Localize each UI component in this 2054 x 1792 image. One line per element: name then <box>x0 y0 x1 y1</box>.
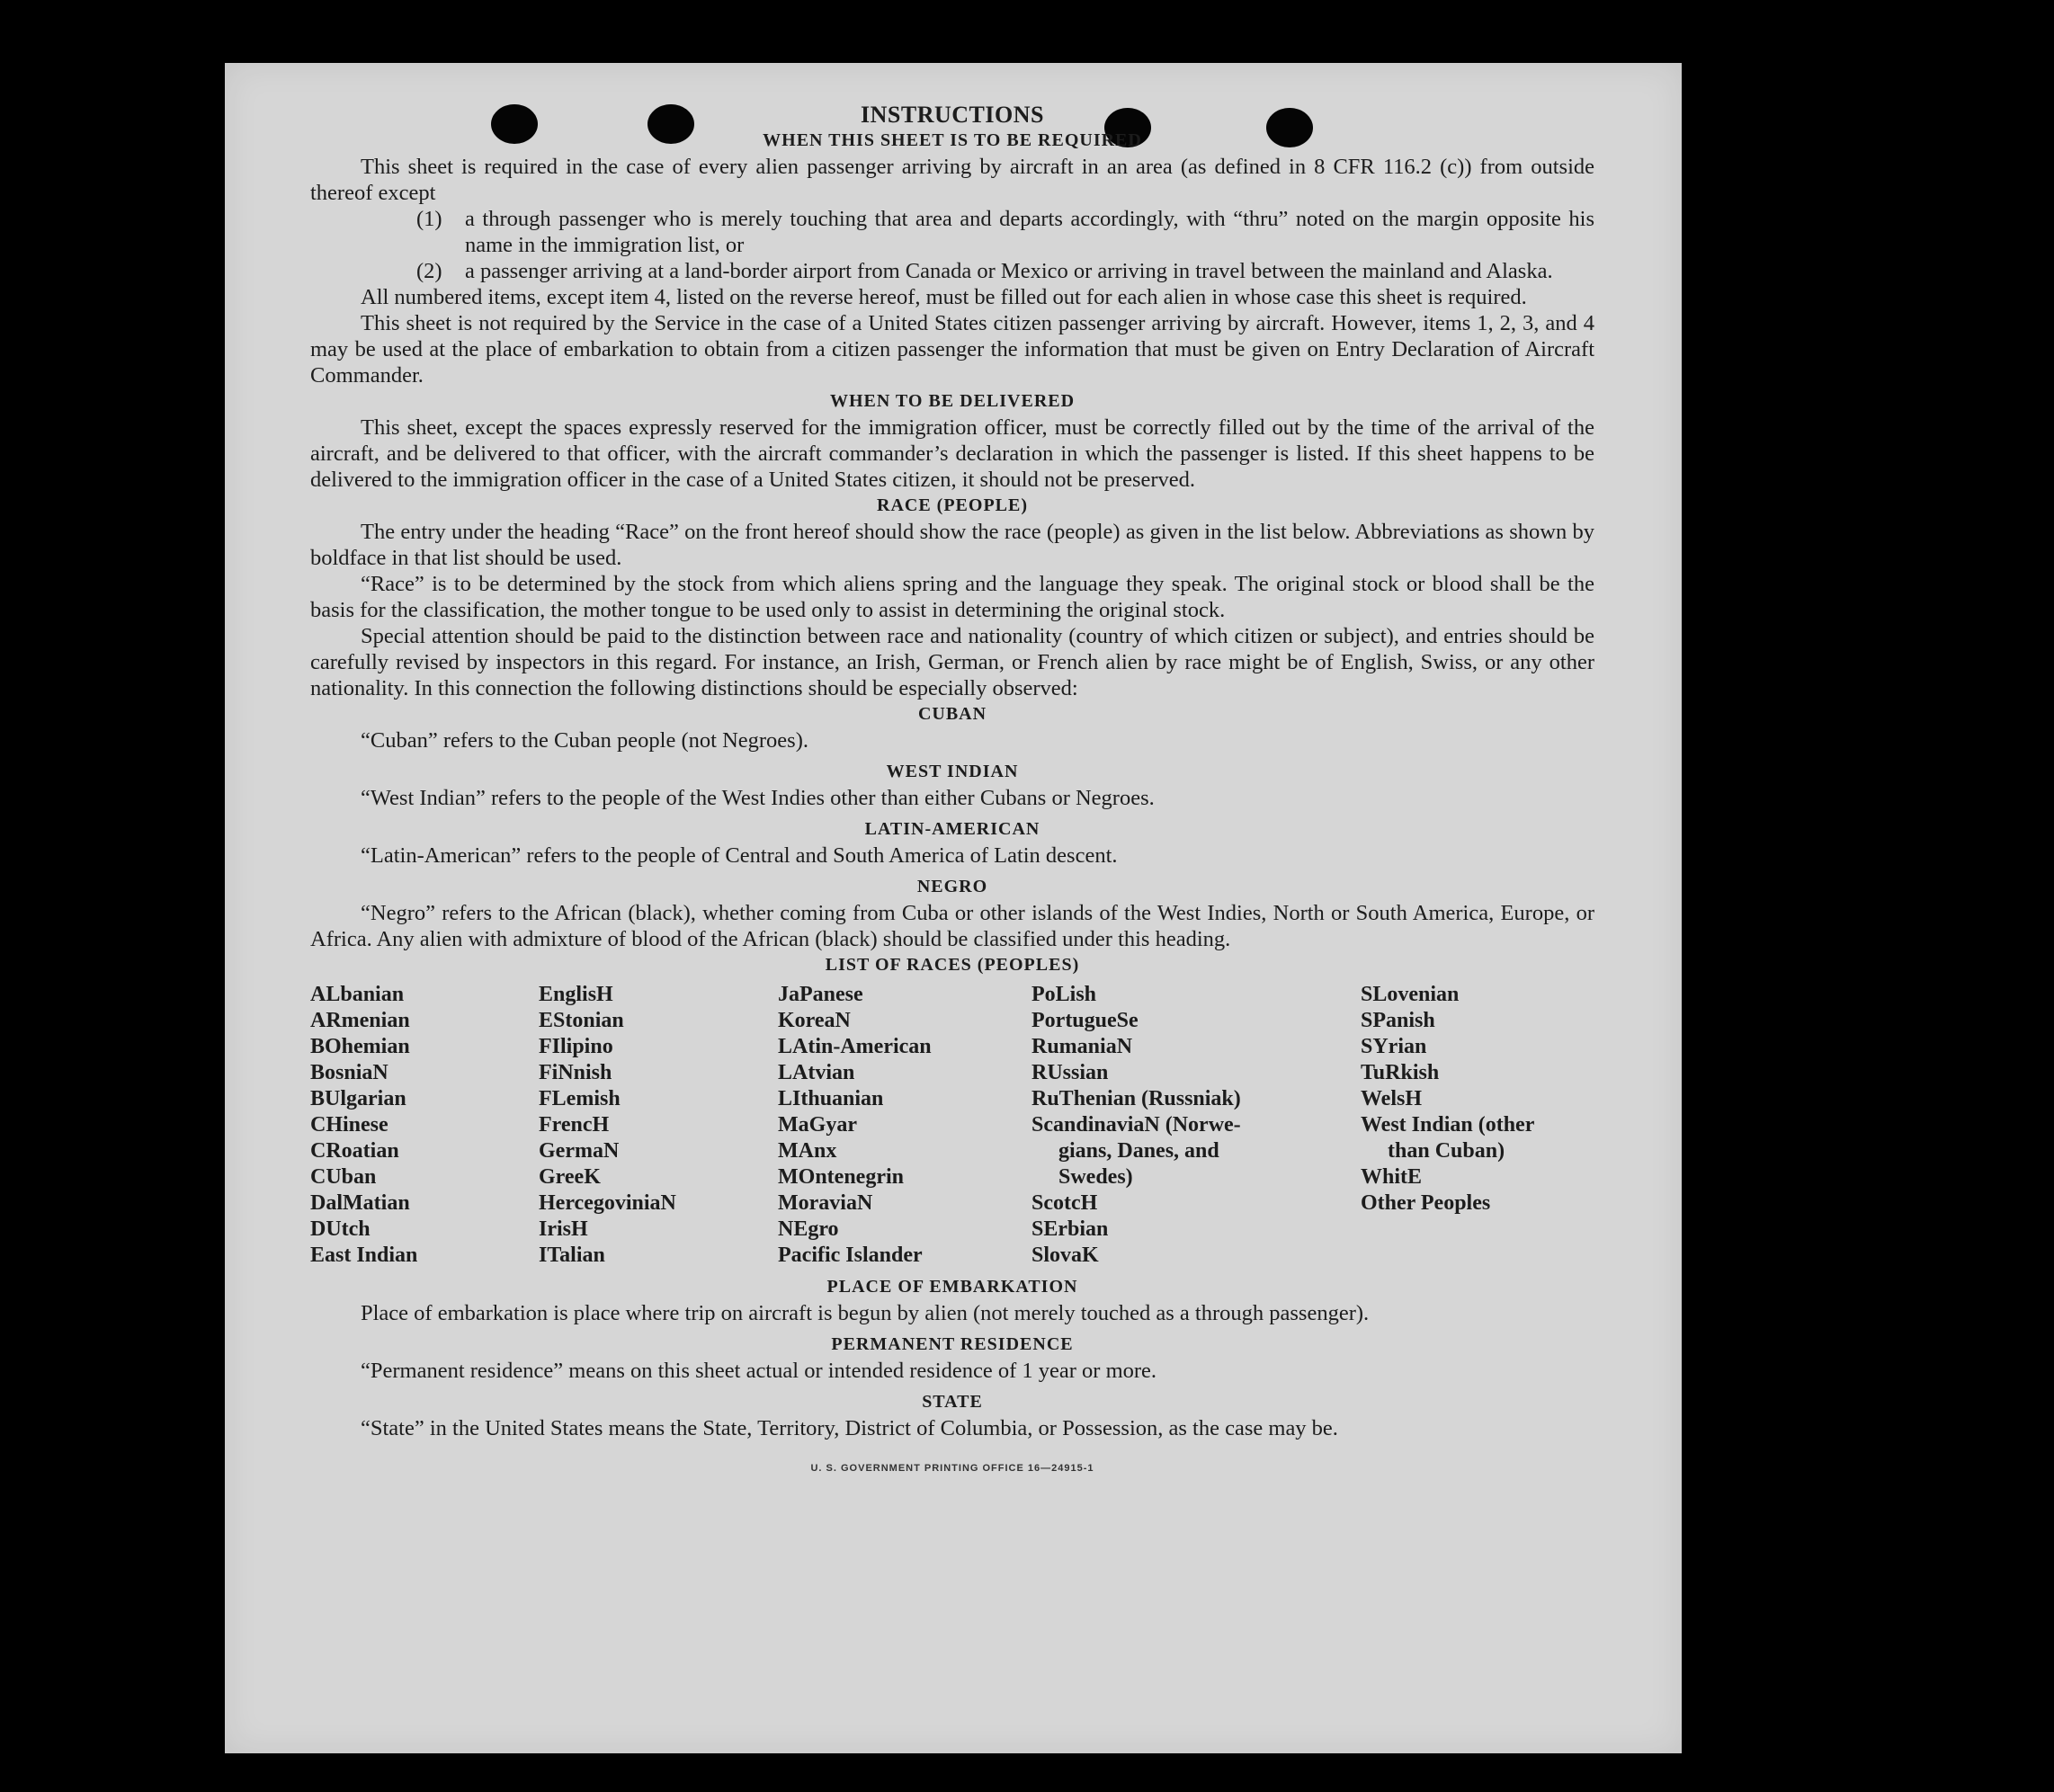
race-entry: FIlipino <box>539 1035 613 1058</box>
race-entry: Pacific Islander <box>778 1244 923 1267</box>
race-entry: Swedes) <box>1058 1165 1133 1189</box>
section-heading-delivered: WHEN TO BE DELIVERED <box>829 391 1076 411</box>
section-heading-state: STATE <box>922 1392 983 1412</box>
section-heading-west-indian: WEST INDIAN <box>886 762 1019 781</box>
race-entry: NEgro <box>778 1217 839 1241</box>
race-entry: MoraviaN <box>778 1191 873 1215</box>
race-entry: than Cuban) <box>1388 1139 1505 1163</box>
section-heading-cuban: CUBAN <box>917 704 987 724</box>
race-entry: FLemish <box>539 1087 621 1110</box>
negro-paragraph: “Negro” refers to the African (black), whether coming from Cuba or other islands of the West Indies, North or South America, Europe, or Africa. Any alien with admixture of blood of the African (black) should be classified under this heading. <box>310 901 1594 951</box>
residence-paragraph: “Permanent residence” means on this sheet actual or intended residence of 1 year or more. <box>361 1359 1157 1383</box>
required-paragraph: This sheet is not required by the Service in the case of a United States citizen passenger arriving by aircraft. However, items 1, 2, 3, and 4 may be used at the place of embarkation to obtain from a citizen passenger the information that must be given on Entry Declaration of Aircraft Commander. <box>310 311 1594 388</box>
race-entry: IrisH <box>539 1217 588 1241</box>
section-heading-race: RACE (PEOPLE) <box>877 495 1028 515</box>
race-entry: GermaN <box>539 1139 620 1163</box>
race-paragraph: Special attention should be paid to the distinction between race and nationality (country of which citizen or subject), and entries should be carefully revised by inspectors in this regard. For instance, an Irish, German, or French alien by race might be of English, Swiss, or any other nationality. In this connection the following distinctions should be especially observed: <box>310 624 1594 700</box>
race-entry: CHinese <box>310 1113 388 1137</box>
race-entry: LAtin-American <box>778 1035 932 1058</box>
race-entry: EStonian <box>539 1009 624 1032</box>
race-entry: gians, Danes, and <box>1058 1139 1219 1163</box>
section-heading-latin-american: LATIN-AMERICAN <box>864 819 1040 839</box>
race-entry: Other Peoples <box>1361 1191 1491 1215</box>
exception-text: a passenger arriving at a land-border airport from Canada or Mexico or arriving in travel between the mainland and Alaska. <box>465 259 1553 283</box>
state-paragraph: “State” in the United States means the State, Territory, District of Columbia, or Possession, as the case may be. <box>361 1416 1338 1440</box>
race-entry: PoLish <box>1031 983 1097 1006</box>
race-entry: MAnx <box>778 1139 837 1163</box>
races-column <box>1361 982 1594 1269</box>
exception-number: (1) <box>416 207 442 231</box>
race-entry: ALbanian <box>310 983 405 1006</box>
document-sheet <box>225 63 1682 1753</box>
race-entry: BUlgarian <box>310 1087 406 1110</box>
races-column <box>778 982 1031 1269</box>
race-entry: East Indian <box>310 1244 418 1267</box>
latin-american-paragraph: “Latin-American” refers to the people of Central and South America of Latin descent. <box>361 843 1118 868</box>
race-entry: FrencH <box>539 1113 610 1137</box>
race-entry: RUssian <box>1031 1061 1109 1084</box>
race-entry: ScandinaviaN (Norwe- <box>1031 1113 1241 1137</box>
races-column <box>310 982 539 1269</box>
races-column <box>1031 982 1361 1269</box>
race-entry: RumaniaN <box>1031 1035 1133 1058</box>
race-entry: DalMatian <box>310 1191 410 1215</box>
race-entry: CRoatian <box>310 1139 399 1163</box>
race-paragraph: “Race” is to be determined by the stock from which aliens spring and the language they speak. The original stock or blood shall be the basis for the classification, the mother tongue to be used only to assist in determining the original stock. <box>310 572 1594 622</box>
race-entry: SPanish <box>1361 1009 1435 1032</box>
exception-item <box>416 206 1594 258</box>
printer-imprint: U. S. GOVERNMENT PRINTING OFFICE 16—24915-1 <box>810 1463 1094 1474</box>
race-entry: LAtvian <box>778 1061 855 1084</box>
delivered-paragraph: This sheet, except the spaces expressly reserved for the immigration officer, must be correctly filled out by the time of the arrival of the aircraft, and be delivered to that officer, with the aircraft commander’s declaration in which the passenger is listed. If this sheet happens to be delivered to the immigration officer in the case of a United States citizen, it should not be preserved. <box>310 415 1594 492</box>
required-intro: This sheet is required in the case of every alien passenger arriving by aircraft in an area (as defined in 8 CFR 116.2 (c)) from outside thereof except <box>310 155 1594 205</box>
race-entry: ARmenian <box>310 1009 410 1032</box>
section-heading-required: WHEN THIS SHEET IS TO BE REQUIRED <box>763 130 1142 150</box>
race-entry: CUban <box>310 1165 377 1189</box>
race-entry: HercegoviniaN <box>539 1191 676 1215</box>
race-entry: SLovenian <box>1361 983 1460 1006</box>
race-entry: West Indian (other <box>1361 1113 1535 1137</box>
section-heading-negro: NEGRO <box>916 877 988 896</box>
race-entry: BosniaN <box>310 1061 388 1084</box>
race-entry: ITalian <box>539 1244 605 1267</box>
page-title: INSTRUCTIONS <box>861 102 1044 128</box>
race-entry: ScotcH <box>1031 1191 1098 1215</box>
race-entry: SlovaK <box>1031 1244 1099 1267</box>
race-entry: FiNnish <box>539 1061 612 1084</box>
race-entry: KoreaN <box>778 1009 851 1032</box>
races-column <box>539 982 778 1269</box>
races-list <box>310 982 1594 1269</box>
exception-item <box>416 258 1594 284</box>
exception-number: (2) <box>416 259 442 283</box>
race-entry: RuThenian (Russniak) <box>1031 1087 1241 1110</box>
race-entry: TuRkish <box>1361 1061 1440 1084</box>
cuban-paragraph: “Cuban” refers to the Cuban people (not Negroes). <box>361 728 808 753</box>
section-heading-races-list: LIST OF RACES (PEOPLES) <box>825 955 1080 975</box>
race-entry: GreeK <box>539 1165 601 1189</box>
race-entry: MOntenegrin <box>778 1165 904 1189</box>
race-entry: PortugueSe <box>1031 1009 1139 1032</box>
race-entry: EnglisH <box>539 983 613 1006</box>
section-heading-residence: PERMANENT RESIDENCE <box>831 1334 1074 1354</box>
west-indian-paragraph: “West Indian” refers to the people of the West Indies other than either Cubans or Negroes. <box>361 786 1155 810</box>
race-entry: DUtch <box>310 1217 371 1241</box>
instructions-content <box>310 101 1594 1482</box>
required-paragraph: All numbered items, except item 4, listed on the reverse hereof, must be filled out for each alien in whose case this sheet is required. <box>361 285 1527 309</box>
race-entry: SYrian <box>1361 1035 1427 1058</box>
race-entry: WhitE <box>1361 1165 1423 1189</box>
race-entry: BOhemian <box>310 1035 410 1058</box>
race-entry: LIthuanian <box>778 1087 884 1110</box>
race-entry: JaPanese <box>778 983 863 1006</box>
exception-text: a through passenger who is merely touching that area and departs accordingly, with “thru” noted on the margin opposite his name in the immigration list, or <box>465 207 1594 257</box>
race-entry: WelsH <box>1361 1087 1423 1110</box>
race-entry: MaGyar <box>778 1113 857 1137</box>
section-heading-embarkation: PLACE OF EMBARKATION <box>826 1277 1078 1297</box>
race-entry: SErbian <box>1031 1217 1109 1241</box>
race-paragraph: The entry under the heading “Race” on the front hereof should show the race (people) as given in the list below. Abbreviations as shown by boldface in that list should be used. <box>310 520 1594 570</box>
embarkation-paragraph: Place of embarkation is place where trip on aircraft is begun by alien (not merely touched as a through passenger). <box>361 1301 1370 1325</box>
